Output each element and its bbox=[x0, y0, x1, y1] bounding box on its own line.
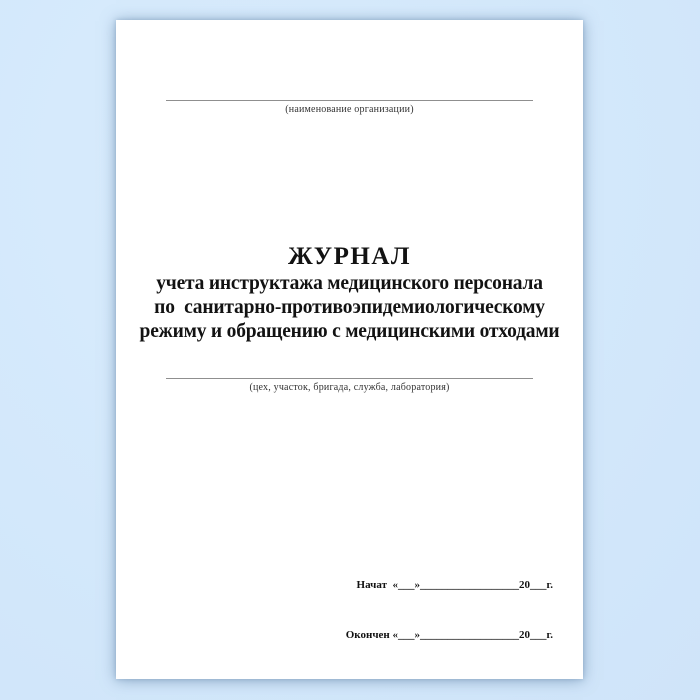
journal-subtitle-line-3: режиму и обращению с медицинскими отходами bbox=[139, 321, 560, 342]
end-date-line: Окончен «___»__________________20___г. bbox=[345, 629, 553, 641]
journal-cover-page bbox=[116, 20, 583, 679]
organization-name-caption: (наименование организации) bbox=[285, 104, 414, 115]
department-blank-line bbox=[166, 378, 533, 379]
start-date-line: Начат «___»__________________20___г. bbox=[356, 579, 553, 591]
journal-title: ЖУРНАЛ bbox=[287, 243, 412, 270]
dates-block bbox=[346, 555, 553, 666]
department-caption: (цех, участок, бригада, служба, лаборатория) bbox=[249, 382, 450, 393]
journal-subtitle-line-1: учета инструктажа медицинского персонала bbox=[156, 273, 543, 294]
organization-name-blank-line bbox=[166, 100, 533, 101]
journal-subtitle-line-2: по санитарно-противоэпидемиологическому bbox=[154, 297, 545, 318]
title-block bbox=[116, 242, 583, 344]
